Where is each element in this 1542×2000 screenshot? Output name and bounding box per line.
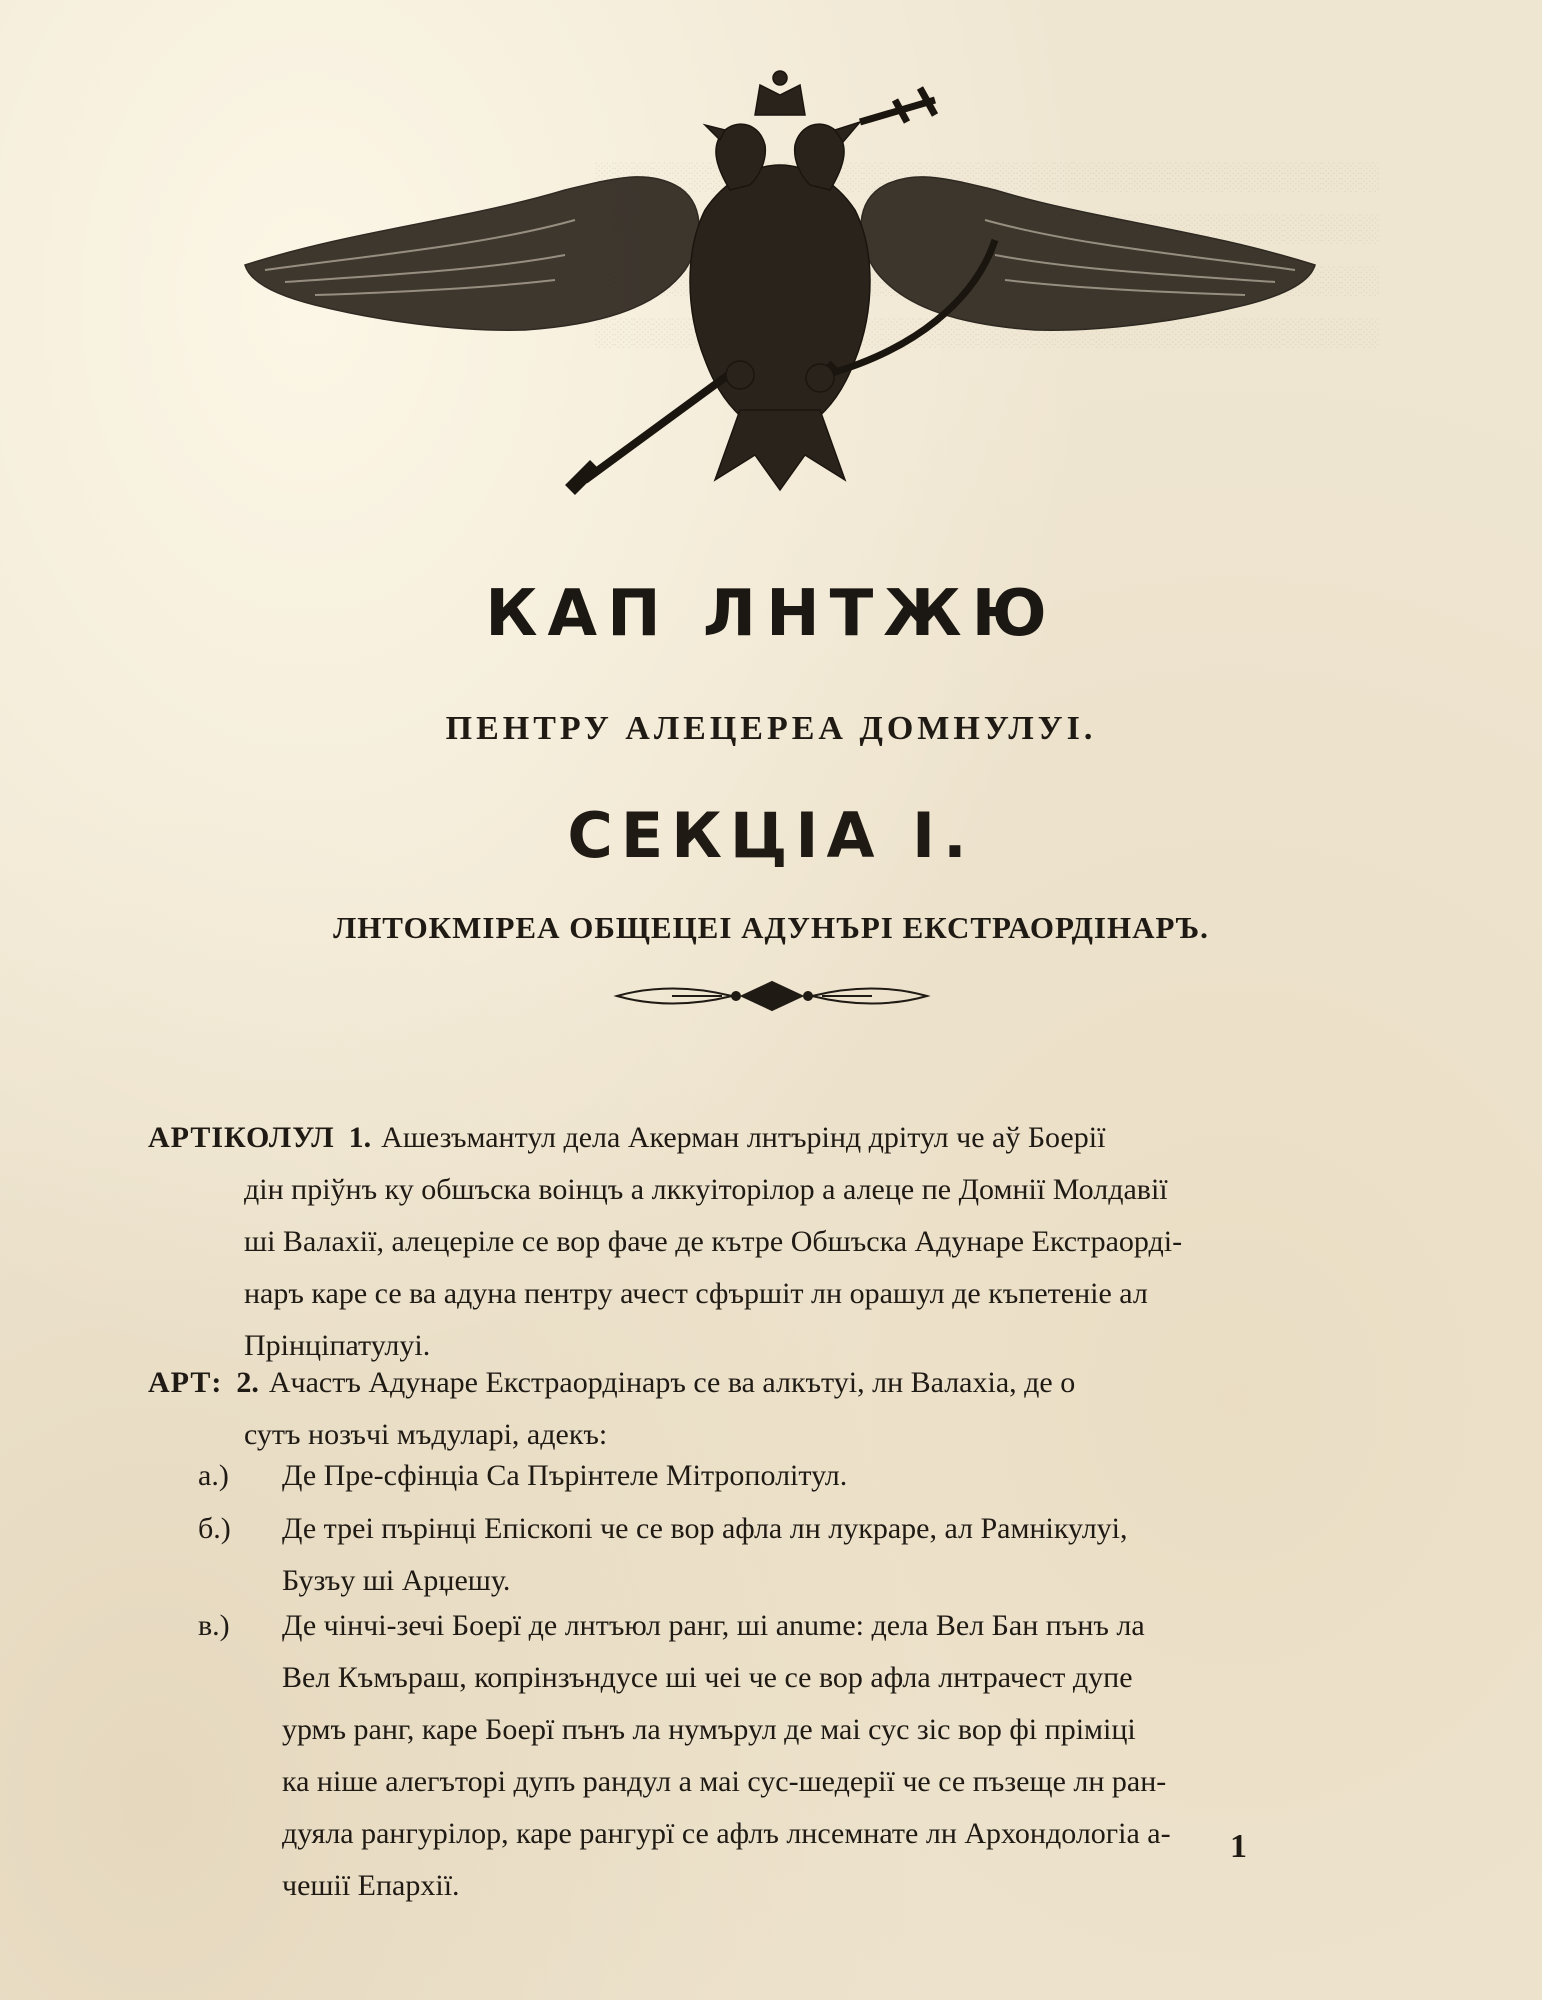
article-1-line: Ашезъмантул дела Акерман лнтърінд дрітул че аў Боерії	[381, 1121, 1106, 1154]
article-2-item-a	[198, 1450, 1398, 1502]
article-1-line: Прінціпатулуі.	[244, 1329, 431, 1362]
article-2	[148, 1357, 1393, 1461]
item-marker: а.)	[198, 1459, 229, 1492]
article-1-line: дін пріўнъ ку обшъска воінцъ а лккуіторілор а алеце пе Домнії Молдавії	[244, 1173, 1168, 1206]
page-number: 1	[1230, 1828, 1247, 1865]
article-1-label: АРТІКОЛУЛ	[148, 1121, 335, 1154]
chapter-subtitle: ПЕНТРУ АЛЕЦЕРЕА ДОМНУЛУІ.	[445, 710, 1097, 747]
article-1	[148, 1112, 1393, 1372]
item-marker: в.)	[198, 1609, 230, 1642]
item-line: Бузъу ші Арџешу.	[282, 1564, 511, 1597]
chapter-title: КАП ЛНТЖЮ	[485, 577, 1057, 651]
item-line: ка ніше алегъторі дупъ рандул а маі сус-шедерії че се пъзеще лн ран-	[282, 1765, 1167, 1798]
item-line: Де треі пърінці Епіскопі че се вор афла лн лукраре, ал Рамнікулуі,	[282, 1512, 1128, 1545]
ornament-divider-icon	[612, 978, 932, 1014]
section-title: СЕКЦІА І.	[567, 799, 975, 872]
section-subtitle: ЛНТОКМІРЕА ОБЩЕЦЕІ АДУНЪРІ ЕКСТРАОРДІНАРЪ.	[333, 910, 1209, 945]
article-2-line: Ачастъ Адунаре Екстраордінаръ се ва алкътуі, лн Валахіа, де о	[268, 1366, 1076, 1399]
article-2-line: сутъ нозъчі мъдуларі, адекъ:	[244, 1418, 608, 1451]
item-line: чешії Епархії.	[282, 1869, 460, 1902]
item-line: Вел Къмъраш, копрінзъндусе ші чеі че се вор афла лнтрачест дупе	[282, 1661, 1133, 1694]
item-line: дуяла рангурілор, каре рангурї се афлъ лнсемнате лн Архондологіа а-	[282, 1817, 1171, 1850]
item-marker: б.)	[198, 1512, 231, 1545]
article-1-number: 1.	[348, 1121, 372, 1154]
article-2-item-v	[198, 1600, 1398, 1912]
article-1-line: наръ каре се ва адуна пентру ачест сфършіт лн орашул де къпетеніе ал	[244, 1277, 1148, 1310]
article-1-line: ші Валахії, алецеріле се вор фаче де кътре Обшъска Адунаре Екстраорді-	[244, 1225, 1183, 1258]
item-line: урмъ ранг, каре Боерї пънъ ла нумърул де маі сус зіс вор фі пріміці	[282, 1713, 1136, 1746]
article-2-number: 2.	[236, 1366, 259, 1399]
item-line: Де чінчі-зечі Боерї де лнтъюл ранг, ші anume: дела Вел Бан пънъ ла	[282, 1609, 1145, 1642]
article-2-item-b	[198, 1503, 1398, 1607]
item-line: Де Пре-сфінціа Са Пърінтеле Мітрополітул.	[282, 1459, 848, 1492]
bleed-through-text: ░░░░░░░░░░░░░░░░░░░░░░░░░░░░░░░░░░░░░░░░░ ░░░░░░░░░░░░░░░░░░░░░░░░░░░░░░░░░░░░░░░░░	[595, 161, 1380, 347]
article-2-label: АРТ:	[148, 1366, 223, 1399]
double-headed-eagle-icon	[235, 70, 1325, 510]
